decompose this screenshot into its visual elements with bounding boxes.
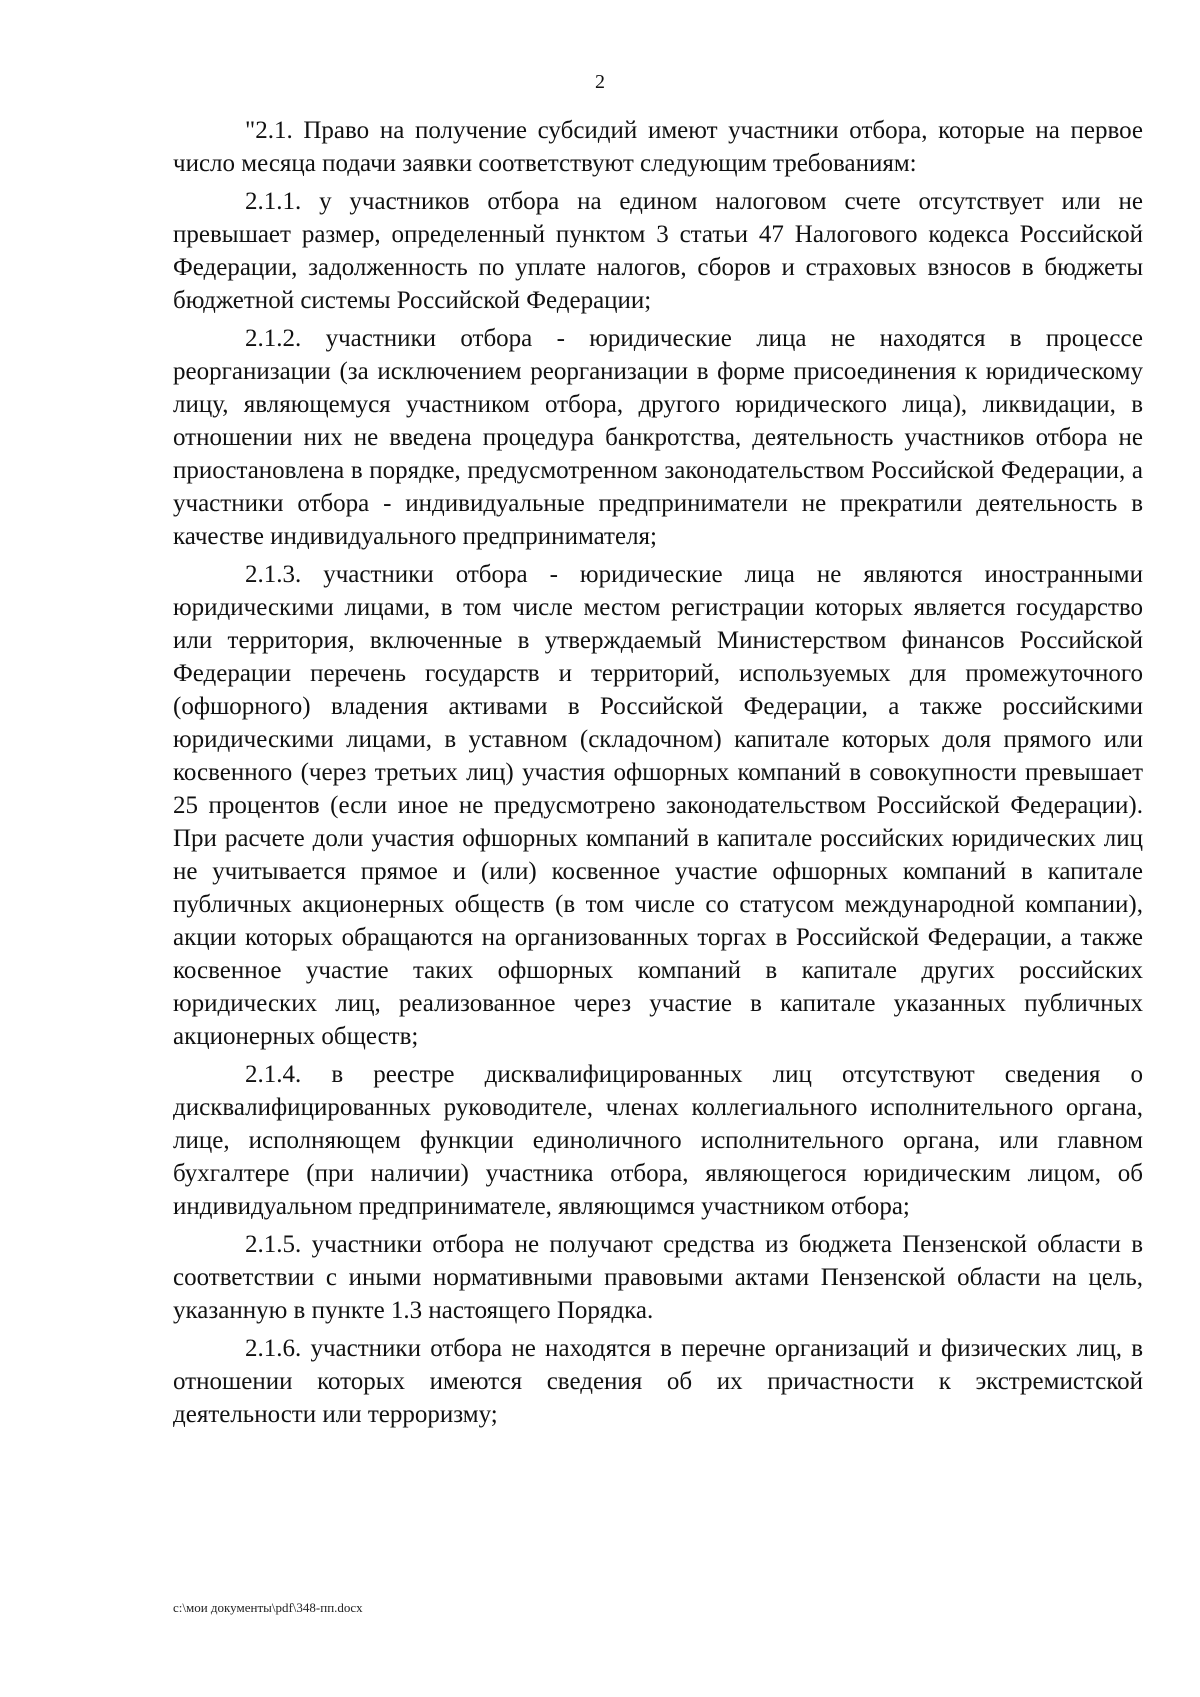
- file-path-footer: c:\мои документы\pdf\348-пп.docx: [173, 1600, 363, 1615]
- paragraph-2-1-4: 2.1.4. в реестре дисквалифицированных лиц отсутствуют сведения о дисквалифицированных руководителе, членах коллегиального исполнительного органа, лице, исполняющем функции единоличного исполнительного органа, или главном бухгалтере (при наличии) участника отбора, являющегося юридическим лицом, об индивидуальном предпринимателе, являющимся участником отбора;: [173, 1061, 1143, 1220]
- paragraph-2-1-5: 2.1.5. участники отбора не получают средства из бюджета Пензенской области в соответствии с иными нормативными правовыми актами Пензенской области на цель, указанную в пункте 1.3 настоящего Порядка.: [173, 1231, 1143, 1324]
- paragraph-2-1-1: 2.1.1. у участников отбора на едином налоговом счете отсутствует или не превышает размер, определенный пунктом 3 статьи 47 Налогового кодекса Российской Федерации, задолженность по уплате налогов, сборов и страховых взносов в бюджеты бюджетной системы Российской Федерации;: [173, 188, 1143, 314]
- paragraph-2-1-2: 2.1.2. участники отбора - юридические лица не находятся в процессе реорганизации (за исключением реорганизации в форме присоединения к юридическому лицу, являющемуся участником отбора, другого юридического лица), ликвидации, в отношении них не введена процедура банкротства, деятельность участников отбора не приостановлена в порядке, предусмотренном законодательством Российской Федерации, а участники отбора - индивидуальные предприниматели не прекратили деятельность в качестве индивидуального предпринимателя;: [173, 325, 1143, 550]
- paragraph-2-1-3: 2.1.3. участники отбора - юридические лица не являются иностранными юридическими лицами, в том числе местом регистрации которых является государство или территория, включенные в утверждаемый Министерством финансов Российской Федерации перечень государств и территорий, используемых для промежуточного (офшорного) владения активами в Российской Федерации, а также российскими юридическими лицами, в уставном (складочном) капитале которых доля прямого или косвенного (через третьих лиц) участия офшорных компаний в совокупности превышает 25 процентов (если иное не предусмотрено законодательством Российской Федерации). При расчете доли участия офшорных компаний в капитале российских юридических лиц не учитывается прямое и (или) косвенное участие офшорных компаний в капитале публичных акционерных обществ (в том числе со статусом международной компании), акции которых обращаются на организованных торгах в Российской Федерации, а также косвенное участие таких офшорных компаний в капитале других российских юридических лиц, реализованное через участие в капитале указанных публичных акционерных обществ;: [173, 561, 1143, 1050]
- document-body: [173, 114, 1143, 1431]
- paragraph-2-1: "2.1. Право на получение субсидий имеют участники отбора, которые на первое число месяца подачи заявки соответствуют следующим требованиям:: [173, 117, 1143, 177]
- page-number: 2: [595, 71, 605, 93]
- paragraph-2-1-6: 2.1.6. участники отбора не находятся в перечне организаций и физических лиц, в отношении которых имеются сведения об их причастности к экстремистской деятельности или терроризму;: [173, 1335, 1143, 1428]
